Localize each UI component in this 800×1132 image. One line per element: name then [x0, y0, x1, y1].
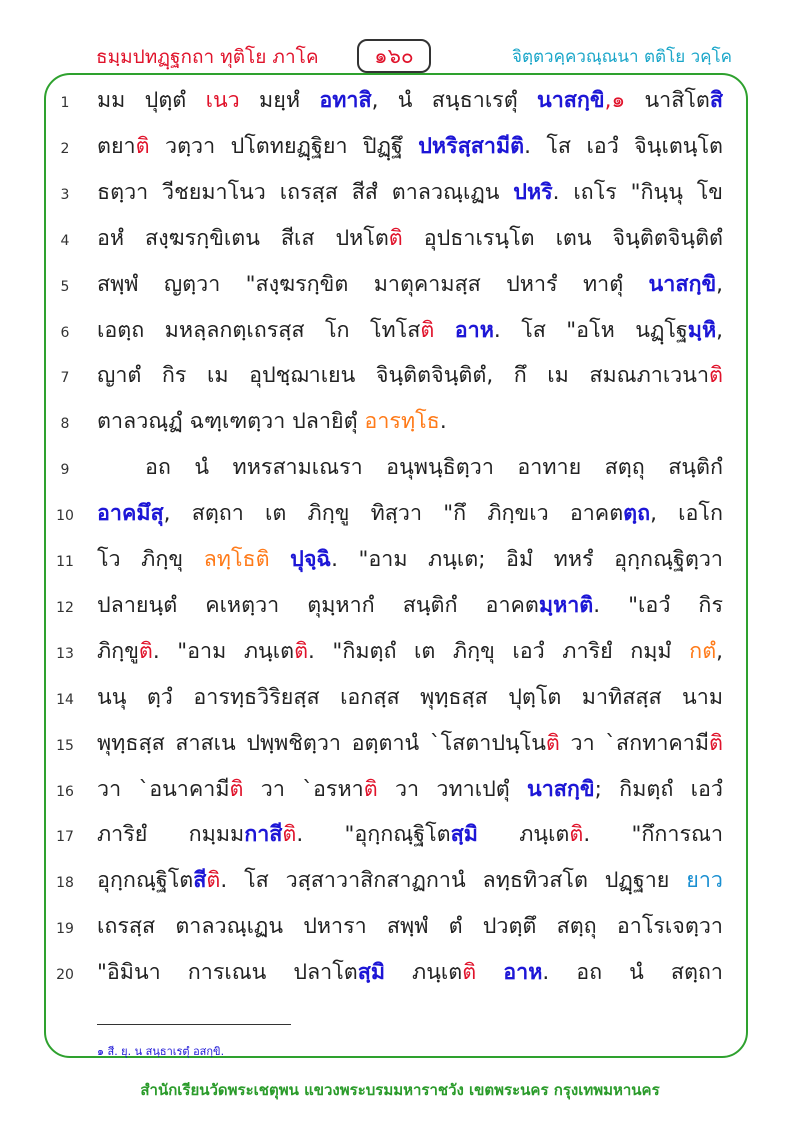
- text-segment: ; กิมตฺถํ เอวํ: [594, 777, 723, 802]
- text-segment: . อถ นํ สตฺถา: [542, 960, 724, 985]
- line-number: 19: [56, 921, 74, 937]
- header-chapter-title: จิตฺตวคฺควณฺณนา ตติโย วคฺโค: [512, 47, 732, 67]
- text-segment: นาสกฺขิ: [527, 777, 595, 802]
- text-segment: [434, 318, 454, 343]
- line-number: 15: [56, 738, 74, 754]
- text-segment: วา `อรหา: [243, 777, 364, 802]
- text-segment: ติ: [229, 777, 244, 802]
- text-segment: เถรสฺส ตาลวณฺเฏน ปหารา สพฺพํ ตํ ปวตฺตึ สตฺถุ อาโรเจตฺวา: [97, 914, 723, 939]
- text-segment: ตฺถ: [623, 501, 651, 526]
- text-segment: ภาริยํ กมฺมม: [97, 822, 245, 847]
- text-line: [97, 86, 723, 116]
- text-segment: มยฺหํ: [239, 88, 320, 113]
- text-line: [97, 545, 723, 575]
- text-segment: อถ นํ ทหรสามเณรา อนุพนฺธิตฺวา อาทาย สตฺถุ สนฺติกํ: [145, 455, 723, 480]
- text-segment: ติ: [569, 822, 584, 847]
- text-segment: สฺมิ: [450, 822, 478, 847]
- text-line: [97, 316, 723, 346]
- text-segment: , เอโก: [650, 501, 723, 526]
- line-number: 8: [60, 416, 70, 432]
- text-segment: ติ: [545, 731, 560, 756]
- text-segment: ติ: [388, 226, 403, 251]
- text-segment: มฺหาติ: [538, 593, 594, 618]
- text-segment: .: [439, 409, 447, 434]
- text-segment: . "กึการณา: [583, 822, 724, 847]
- line-number: 20: [56, 967, 74, 983]
- text-segment: เอตฺถ มหลฺลกตฺเถรสฺส โก โทโส: [97, 318, 421, 343]
- text-line: [97, 407, 723, 437]
- text-segment: โว ภิกฺขุ: [97, 547, 204, 572]
- text-line: [97, 637, 723, 667]
- text-segment: . "อุกฺกณฺฐิโต: [296, 822, 451, 847]
- line-number: 10: [56, 508, 74, 524]
- text-segment: ตยา: [97, 134, 136, 159]
- line-number: 4: [60, 233, 70, 249]
- line-number: 14: [56, 692, 74, 708]
- text-segment: นนุ ตฺวํ อารทฺธวิริยสฺส เอกสฺส พุทฺธสฺส ปุตฺโต มาทิสสฺส นาม: [97, 685, 723, 710]
- text-segment: . "กิมตฺถํ เต ภิกฺขุ เอวํ ภาริยํ กมฺมํ: [308, 639, 690, 664]
- line-number: 9: [60, 462, 70, 478]
- text-line: [97, 820, 723, 850]
- line-number: 2: [60, 141, 70, 157]
- text-segment: ติ: [709, 731, 723, 756]
- text-segment: วา `สกทาคามี: [559, 731, 710, 756]
- text-segment: ติ: [363, 777, 378, 802]
- text-line: [97, 775, 723, 805]
- line-number: 17: [56, 829, 74, 845]
- text-segment: ลทฺโธติ: [203, 547, 270, 572]
- text-line: [97, 912, 723, 942]
- text-segment: กาสี: [244, 822, 283, 847]
- text-segment: อุกฺกณฺฐิโต: [97, 868, 194, 893]
- text-segment: ภนฺเต: [385, 960, 463, 985]
- text-segment: ปหริสฺสามีติ: [418, 134, 525, 159]
- text-segment: นาสิโต: [625, 88, 710, 113]
- text-segment: . โส วสฺสาวาสิกสาฏกานํ ลทฺธทิวสโต ปฏฺฐาย: [220, 868, 687, 893]
- text-segment: ติ: [420, 318, 435, 343]
- line-number: 1: [60, 95, 70, 111]
- text-segment: ,: [716, 318, 723, 343]
- text-line: [97, 453, 723, 483]
- text-segment: ติ: [462, 960, 477, 985]
- text-segment: ธตฺวา วีชยมาโนว เถรสฺส สีสํ ตาลวณฺเฏน: [97, 180, 514, 205]
- text-segment: . "อาม ภนฺเต: [152, 639, 295, 664]
- line-number: 7: [60, 370, 70, 386]
- text-segment: อุปธาเรนฺโต เตน จินฺติตจินฺติตํ: [402, 226, 723, 251]
- text-segment: เนว: [205, 88, 240, 113]
- text-segment: วตฺวา ปโตทยฏฺฐิยา ปิฏฺฐึ: [149, 134, 419, 159]
- text-segment: ภิกฺขู: [97, 639, 139, 664]
- text-segment: อาห: [454, 318, 494, 343]
- text-segment: . เถโร "กินฺนุ โข: [552, 180, 723, 205]
- text-segment: นาสกฺขิ: [537, 88, 605, 113]
- text-segment: ,: [716, 272, 723, 297]
- text-segment: สี: [193, 868, 207, 893]
- text-segment: สพฺพํ ญตฺวา "สงฺฆรกฺขิต มาตุคามสฺส ปหารํ ทาตุํ: [97, 272, 649, 297]
- text-segment: ยาว: [686, 868, 723, 893]
- text-segment: ปลายนฺตํ คเหตฺวา ตุมฺหากํ สนฺติกํ อาคต: [97, 593, 539, 618]
- line-number: 5: [60, 279, 70, 295]
- text-segment: อาคมึสุ: [97, 501, 164, 526]
- text-segment: . โส "อโห นฏฺโฐ: [493, 318, 688, 343]
- text-segment: อาห: [503, 960, 543, 985]
- text-segment: ติ: [135, 134, 150, 159]
- text-line: [97, 958, 723, 988]
- text-segment: . "เอวํ กิร: [593, 593, 723, 618]
- text-segment: , นํ สนฺธาเรตุํ: [371, 88, 538, 113]
- text-segment: นาสกฺขิ: [648, 272, 717, 297]
- footer-institution: สำนักเรียนวัดพระเชตุพน แขวงพระบรมมหาราชวัง เขตพระนคร กรุงเทพมหานคร: [140, 1081, 660, 1099]
- text-segment: ,๑: [604, 88, 626, 113]
- header-book-title: ธมฺมปทฏฺฐกถา ทุติโย ภาโค: [96, 46, 319, 68]
- text-segment: กตํ: [689, 639, 717, 664]
- text-segment: ติ: [294, 639, 309, 664]
- line-number: 16: [56, 784, 74, 800]
- text-segment: อทาสิ: [319, 88, 372, 113]
- text-segment: . โส เอวํ จินฺเตนฺโต: [524, 134, 723, 159]
- text-segment: พุทฺธสฺส สาสเน ปพฺพชิตฺวา อตฺตานํ `โสตาปนฺโน: [97, 731, 546, 756]
- text-segment: ติ: [282, 822, 297, 847]
- text-line: [97, 361, 723, 391]
- text-segment: ปหริ: [513, 180, 553, 205]
- line-number: 3: [60, 187, 70, 203]
- text-segment: สฺมิ: [357, 960, 386, 985]
- text-segment: . "อาม ภนฺเต; อิมํ ทหรํ อุกฺกณฺฐิตฺวา: [331, 547, 723, 572]
- text-segment: วา วทาเปตุํ: [377, 777, 528, 802]
- text-line: [97, 132, 723, 162]
- line-number: 13: [56, 646, 74, 662]
- text-segment: ติ: [206, 868, 221, 893]
- footnote: ๑ สี. ยุ. น สนฺธาเรตุํ อสกฺขิ.: [97, 1045, 225, 1058]
- text-segment: "อิมินา การเณน ปลาโต: [97, 960, 358, 985]
- text-line: [97, 866, 723, 896]
- line-number: 11: [56, 554, 74, 570]
- text-line: [97, 224, 723, 254]
- text-segment: มฺหิ: [687, 318, 717, 343]
- text-line: [97, 499, 723, 529]
- text-segment: วา `อนาคามี: [97, 777, 230, 802]
- text-line: [97, 270, 723, 300]
- text-line: [97, 591, 723, 621]
- footnote-divider: [97, 1024, 291, 1025]
- text-segment: ติ: [709, 363, 723, 388]
- line-number: 6: [60, 325, 70, 341]
- text-segment: [270, 547, 291, 572]
- text-segment: ตาลวณฺฏํ ฉฑฺเฑตฺวา ปลายิตุํ: [97, 409, 365, 434]
- text-line: [97, 729, 723, 759]
- text-segment: ญาตํ กิร เม อุปชฺฌาเยน จินฺติตจินฺติตํ, กึ เม สมณภาเวนา: [97, 363, 710, 388]
- text-segment: มม ปุตฺตํ: [97, 88, 206, 113]
- text-segment: ภนฺเต: [477, 822, 570, 847]
- text-segment: สิ: [709, 88, 723, 113]
- text-segment: ติ: [138, 639, 153, 664]
- text-segment: อหํ สงฺฆรกฺขิเตน สีเส ปหโต: [97, 226, 389, 251]
- text-line: [97, 178, 723, 208]
- text-line: [97, 683, 723, 713]
- text-segment: ,: [716, 639, 723, 664]
- text-segment: [476, 960, 503, 985]
- page-number-box: ๑๖๐: [357, 39, 431, 73]
- text-segment: ปุจฺฉิ: [290, 547, 332, 572]
- text-segment: , สตฺถา เต ภิกฺขู ทิสฺวา "กึ ภิกฺขเว อาคต: [163, 501, 624, 526]
- line-number: 18: [56, 875, 74, 891]
- line-number: 12: [56, 600, 74, 616]
- text-segment: อารทฺโธ: [364, 409, 440, 434]
